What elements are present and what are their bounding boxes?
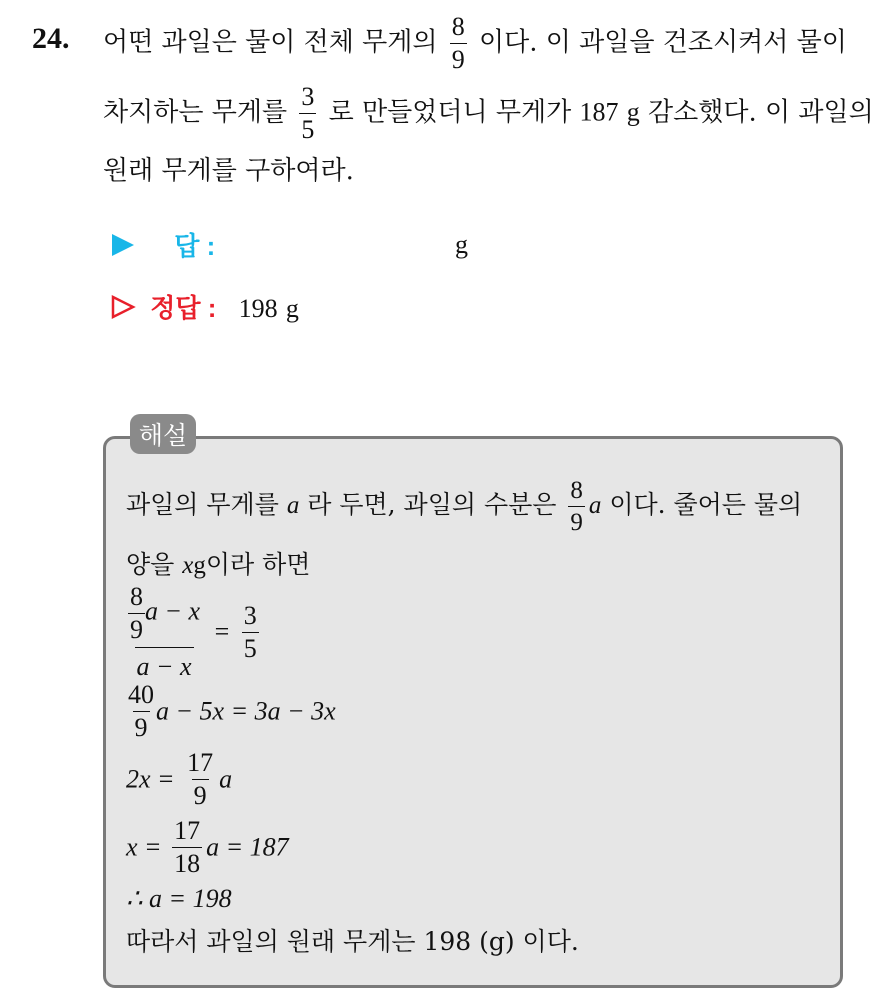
- question-text: 차지하는 무게를: [103, 97, 288, 128]
- solution-conclusion: 따라서 과일의 원래 무게는 198 (g) 이다.: [126, 927, 579, 956]
- fraction: $\frac{8}{9}$: [570, 477, 583, 536]
- question-line-3: 원래 무게를 구하여라.: [103, 156, 354, 186]
- question-text: 이다. 이 과일을 건조시켜서 물이: [478, 27, 847, 58]
- equation-4: x = $\frac{17}{18}$ a = 187: [126, 816, 289, 878]
- answer-label: 답 :: [174, 231, 216, 261]
- solution-tab: 해설: [130, 414, 196, 454]
- answer-input[interactable]: [455, 230, 475, 260]
- weight-value: 187: [579, 97, 619, 127]
- solution-line-1: 과일의 무게를 a 라 두면, 과일의 수분은 $\frac{8}{9}$ a 이다. 줄어든 물의: [126, 477, 803, 536]
- correct-answer-unit: g: [285, 294, 299, 323]
- question-line-2: [103, 84, 874, 143]
- correct-answer-value: 198: [238, 294, 278, 323]
- equation-1: $\frac{8}{9}$ a − x a − x = $\frac{3}{5}$: [130, 582, 257, 681]
- play-triangle-icon: [110, 232, 136, 258]
- weight-unit: g: [626, 97, 640, 127]
- answer-unit: g: [455, 230, 468, 259]
- question-text: 어떤 과일은 물이 전체 무게의: [103, 27, 438, 58]
- outline-triangle-icon: [110, 294, 136, 320]
- solution-line-2: 양을 xg이라 하면: [126, 550, 311, 579]
- equation-2: $\frac{40}{9}$ a − 5x = 3a − 3x: [128, 680, 336, 742]
- correct-answer-label: 정답 :: [150, 293, 217, 323]
- correct-answer-row: [110, 288, 299, 325]
- question-number: 24.: [32, 22, 70, 55]
- question-text: 감소했다. 이 과일의: [647, 97, 874, 128]
- fraction-3-5: $\frac{3}{5}$: [301, 82, 315, 144]
- answer-row: [110, 226, 215, 263]
- question-text: 로 만들었더니 무게가: [328, 97, 572, 128]
- equation-3: 2x = $\frac{17}{9}$ a: [126, 748, 233, 810]
- question-line-1: [103, 14, 847, 73]
- fraction-8-9: $\frac{8}{9}$: [451, 12, 465, 74]
- equation-5: ∴ a = 198: [126, 884, 232, 913]
